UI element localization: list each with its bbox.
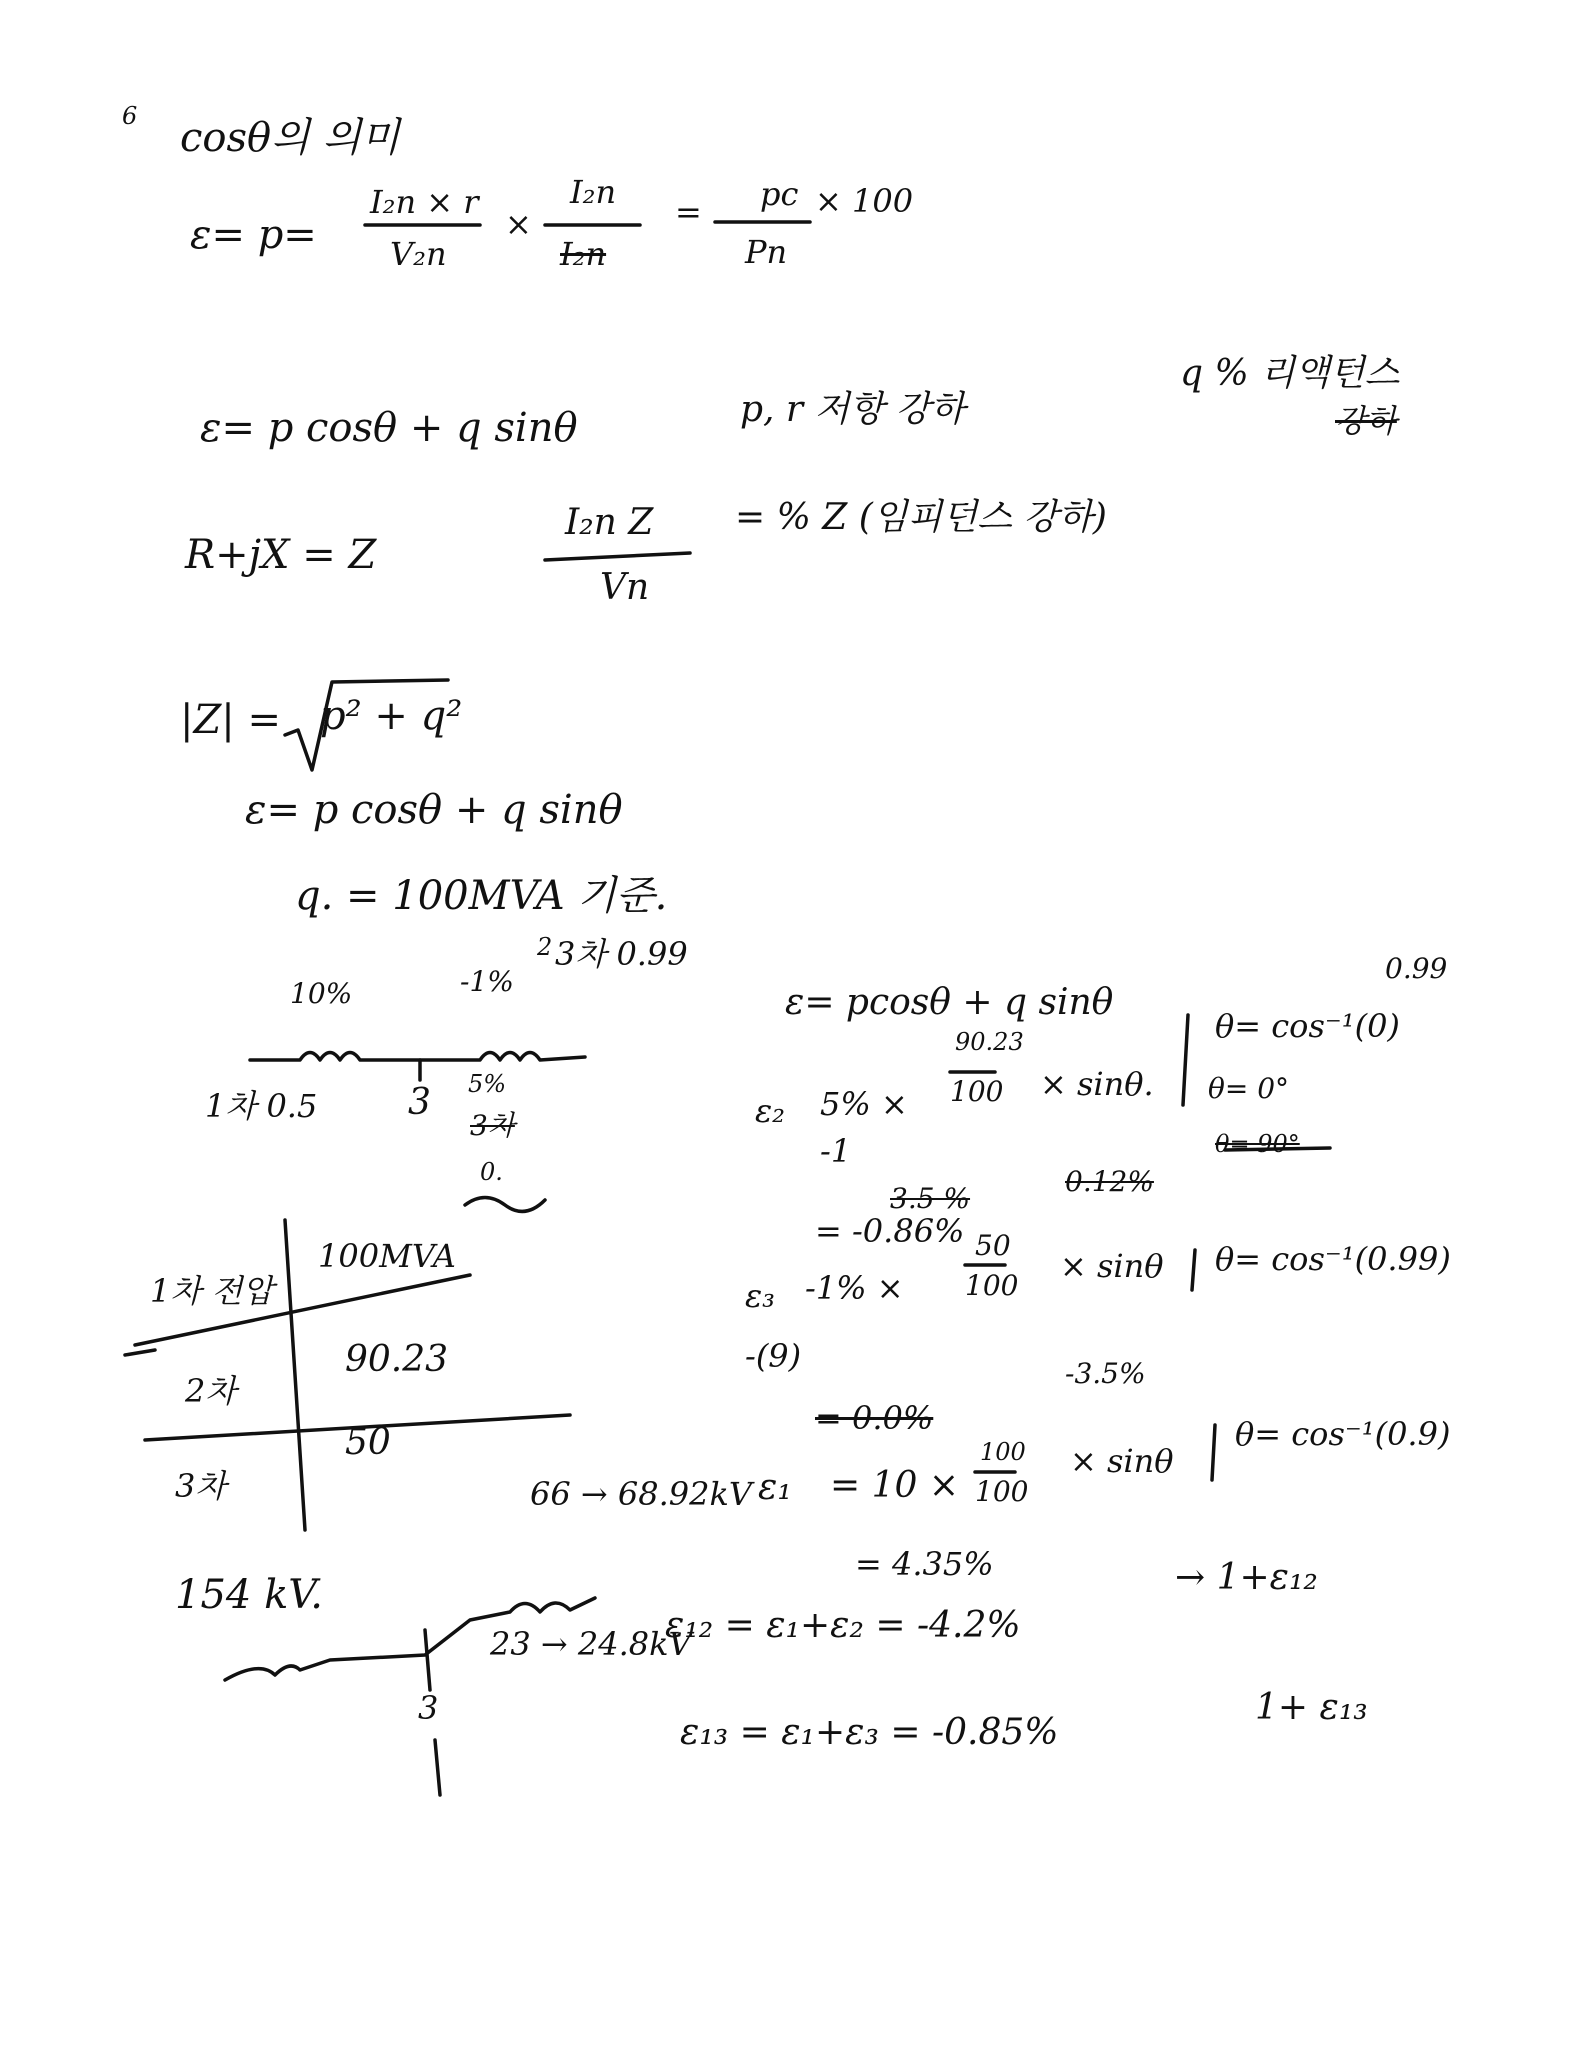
e13-tail: 1+ ε₁₃: [1255, 1687, 1368, 1728]
circuit1-left-label: 1차 0.5: [205, 1087, 318, 1125]
table-header-left: 1차 전압: [150, 1272, 274, 1310]
circuit1-mid-label: 3: [408, 1082, 431, 1123]
e12-line: ε₁₂ = ε₁+ε₂ = -4.2%: [665, 1605, 1021, 1646]
table-vertical-line: [285, 1220, 305, 1530]
eq1-lhs: ε= p=: [190, 212, 317, 258]
circuit1-squiggle: [465, 1198, 545, 1212]
eq1-frac2-num: I₂n: [570, 173, 617, 211]
circuit2-arrow-label: 66 → 68.92kV: [530, 1475, 752, 1513]
eq2-note-q-line2: 강하: [1335, 402, 1397, 440]
table-row-2-label: 2차: [185, 1372, 237, 1410]
calc-top-value: 0.99: [1385, 952, 1448, 985]
circuit1-mid-small: 5%: [468, 1070, 507, 1098]
e3-prefix: ε₃: [745, 1277, 775, 1315]
e3-frac-den: 100: [965, 1269, 1019, 1302]
eq4-base: q. = 100MVA 기준.: [295, 873, 668, 919]
e1-result: = 4.35%: [855, 1545, 994, 1583]
circuit1-wire: [250, 1053, 585, 1061]
eq1-frac1-num: I₂n × r: [370, 183, 479, 221]
eq4-eps: ε= p cosθ + q sinθ: [245, 787, 623, 833]
theta-separator-2: [1192, 1250, 1195, 1290]
e2-term: 5% ×: [820, 1085, 908, 1123]
circuit1-top-right-small: 2: [537, 933, 553, 961]
circuit2-bottom-label: 23 → 24.8kV: [490, 1625, 692, 1663]
eq3-lhs: R+jX = Z: [185, 532, 377, 578]
strike-note: 0.12%: [1065, 1165, 1154, 1198]
e2-result: = -0.86%: [815, 1212, 965, 1250]
circuit1-mid-sub: 3차: [470, 1109, 515, 1142]
eq1-frac1-den: V₂n: [390, 235, 447, 273]
calc-theta-alt: θ= 0°: [1208, 1072, 1290, 1105]
e2-frac-den: 100: [950, 1075, 1004, 1108]
eq3-frac-num: I₂n Z: [565, 502, 654, 543]
e1-term: = 10 ×: [830, 1465, 960, 1506]
circuit2-branch-bottom: [435, 1740, 440, 1795]
circuit1-top-left: 10%: [290, 977, 353, 1010]
circuit1-mid-bottom: 0.: [480, 1158, 503, 1186]
e3-result-strike: = 0.0%: [815, 1399, 934, 1437]
e3-suffix: × sinθ: [1060, 1247, 1164, 1285]
e2-frac-num: 90.23: [955, 1028, 1024, 1056]
abs-z-label: |Z| =: [180, 697, 281, 743]
eq3-rhs: = % Z (임피던스 강하): [735, 497, 1107, 538]
circuit1-top-mid: -1%: [460, 965, 514, 998]
eq1-equals: =: [675, 193, 702, 231]
e2-result-top: 3.5 %: [890, 1182, 971, 1215]
eq2-note-p: p, r 저항 강하: [740, 389, 966, 430]
circuit1-top-right: 3차 0.99: [555, 935, 688, 973]
e3-bracket: -(9): [745, 1337, 802, 1375]
e3-theta: θ= cos⁻¹(0.99): [1215, 1240, 1451, 1278]
eq1-frac3-den: Pn: [745, 233, 788, 271]
circuit2-bottom-left: 3: [418, 1689, 439, 1727]
e13-line: ε₁₃ = ε₁+ε₃ = -0.85%: [680, 1712, 1059, 1753]
eq1-frac3-num: pc: [760, 175, 799, 213]
e3-frac-num: 50: [975, 1229, 1011, 1262]
table-row-2-value: 90.23: [345, 1339, 449, 1380]
calc-eps-line: ε= pcosθ + q sinθ: [785, 982, 1114, 1023]
corner-mark: 6: [122, 102, 138, 130]
e3-top: -3.5%: [1065, 1357, 1146, 1390]
eq2-main: ε= p cosθ + q sinθ: [200, 405, 578, 451]
calc-theta-line: θ= cos⁻¹(0): [1215, 1007, 1400, 1045]
eq1-times: ×: [505, 205, 532, 243]
sqrt-content: p² + q²: [320, 693, 463, 739]
e12-arrow: → 1+ε₁₂: [1175, 1557, 1318, 1598]
circuit2-voltage: 154 kV.: [175, 1572, 323, 1618]
e1-frac-den: 100: [975, 1475, 1029, 1508]
table-row-3-label: 3차: [175, 1467, 227, 1505]
e2-mark: -1: [820, 1132, 852, 1170]
eq3-frac-bar: [545, 553, 690, 560]
eq2-note-q-line1: q % 리액턴스: [1180, 353, 1400, 394]
eq3-frac-den: Vn: [600, 567, 650, 608]
calc-theta-strike: θ= 90°: [1215, 1130, 1300, 1158]
theta-separator-1: [1183, 1015, 1188, 1105]
e1-frac-num: 100: [980, 1438, 1026, 1466]
e3-term: -1% ×: [805, 1269, 904, 1307]
eq1-frac2-den: I₂n: [560, 235, 607, 273]
e1-prefix: ε₁: [758, 1467, 792, 1508]
e2-suffix: × sinθ.: [1040, 1065, 1154, 1103]
table-row-3-value: 50: [345, 1422, 391, 1463]
heading: cosθ의 의미: [180, 115, 400, 161]
e2-prefix: ε₂: [755, 1092, 785, 1130]
table-tick: [125, 1350, 155, 1355]
e1-suffix: × sinθ: [1070, 1442, 1174, 1480]
theta-separator-3: [1212, 1425, 1215, 1480]
circuit2-branch-top: [425, 1630, 430, 1690]
eq1-tail: × 100: [815, 182, 914, 220]
table-header-right: 100MVA: [318, 1237, 456, 1275]
e1-theta: θ= cos⁻¹(0.9): [1235, 1415, 1451, 1453]
